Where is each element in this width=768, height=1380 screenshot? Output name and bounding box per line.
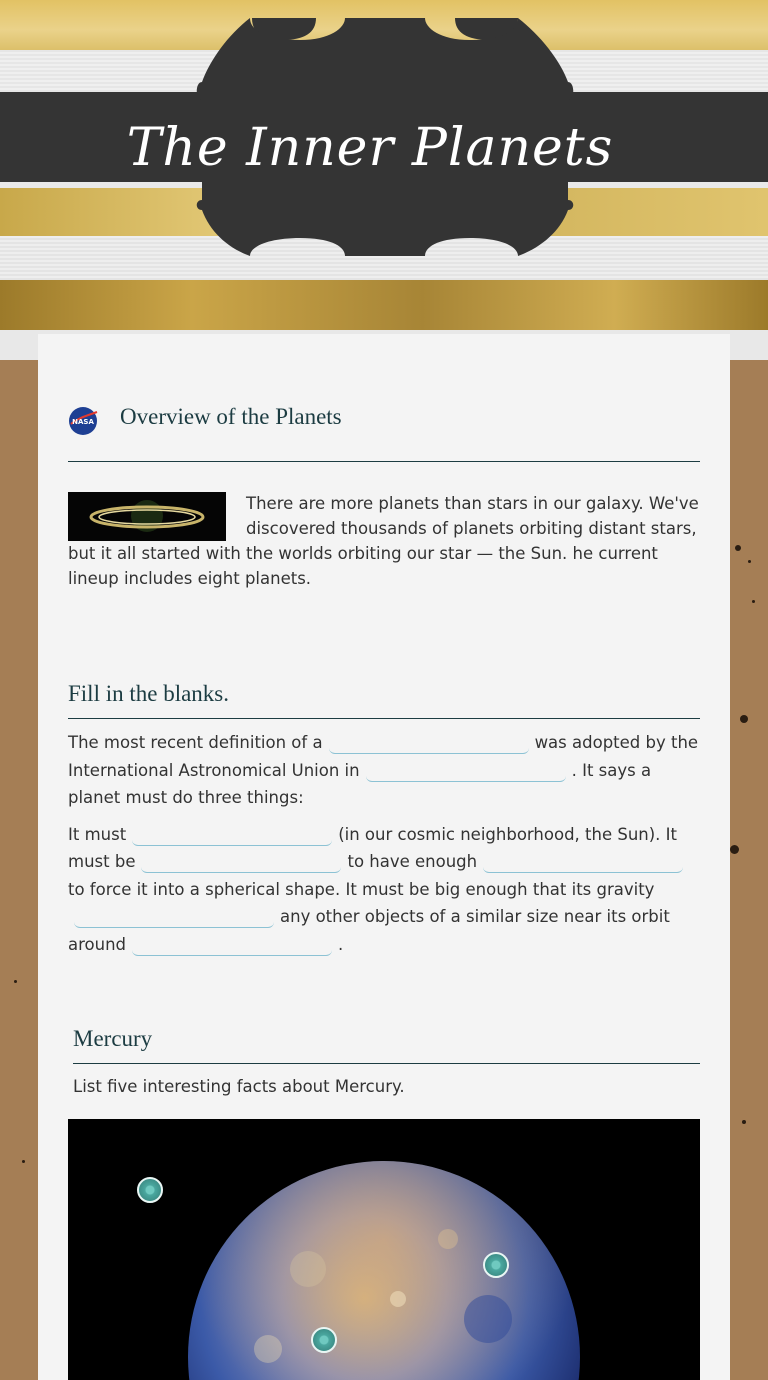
section-divider <box>68 718 700 719</box>
header-banner <box>0 0 768 360</box>
hotspot-marker[interactable] <box>137 1177 163 1203</box>
blank-input-orbit[interactable] <box>132 823 332 846</box>
blank-input-gravity[interactable] <box>483 850 683 873</box>
section-divider <box>73 1063 700 1064</box>
content-card <box>38 334 730 1380</box>
sentence-text: was adopted by the International Astronomical Union in <box>68 733 699 780</box>
section-title-overview: Overview of the Planets <box>120 404 342 429</box>
mercury-planet-image <box>68 1119 700 1380</box>
overview-text: There are more planets than stars in our galaxy. We've discovered thousands of planets orbiting distant stars, but it all started with the worlds orbiting our star — the Sun. he current lineup includes eight planets. <box>68 494 699 588</box>
section-divider <box>68 461 700 462</box>
svg-text:NASA: NASA <box>72 418 94 426</box>
mercury-image <box>68 1119 700 1380</box>
hotspot-marker[interactable] <box>311 1327 337 1353</box>
sentence-text: . <box>338 934 344 954</box>
section-title-fill-blanks: Fill in the blanks. <box>68 681 229 706</box>
sentence-text: to force it into a spherical shape. It must be big enough that its gravity <box>68 879 655 899</box>
blank-input-mass[interactable] <box>141 850 341 873</box>
blank-input-star[interactable] <box>132 933 332 956</box>
mercury-prompt: List five interesting facts about Mercury. <box>73 1077 405 1096</box>
fill-blanks-text <box>68 729 700 967</box>
page-title: The Inner Planets <box>126 118 614 178</box>
sentence-text: to have enough <box>347 852 478 871</box>
blank-input-year[interactable] <box>366 759 566 782</box>
sentence-text: It must <box>68 824 127 844</box>
sentence-text: The most recent definition of a <box>68 733 323 752</box>
gold-stripe <box>0 280 768 330</box>
blank-input-definition[interactable] <box>329 731 529 754</box>
hotspot-marker[interactable] <box>483 1252 509 1278</box>
fill-blanks-paragraph <box>68 729 700 812</box>
fill-blanks-paragraph <box>68 821 700 959</box>
overview-paragraph <box>68 491 700 591</box>
section-title-mercury: Mercury <box>73 1026 153 1051</box>
nasa-logo-icon <box>68 406 98 436</box>
blank-input-clear[interactable] <box>74 905 274 928</box>
sentence-text: (in our cosmic neighborhood, the Sun). It must be <box>68 824 678 871</box>
sentence-text: any other objects of a similar size near its orbit around <box>68 907 670 954</box>
sentence-text: . It says a planet must do three things: <box>68 760 652 807</box>
